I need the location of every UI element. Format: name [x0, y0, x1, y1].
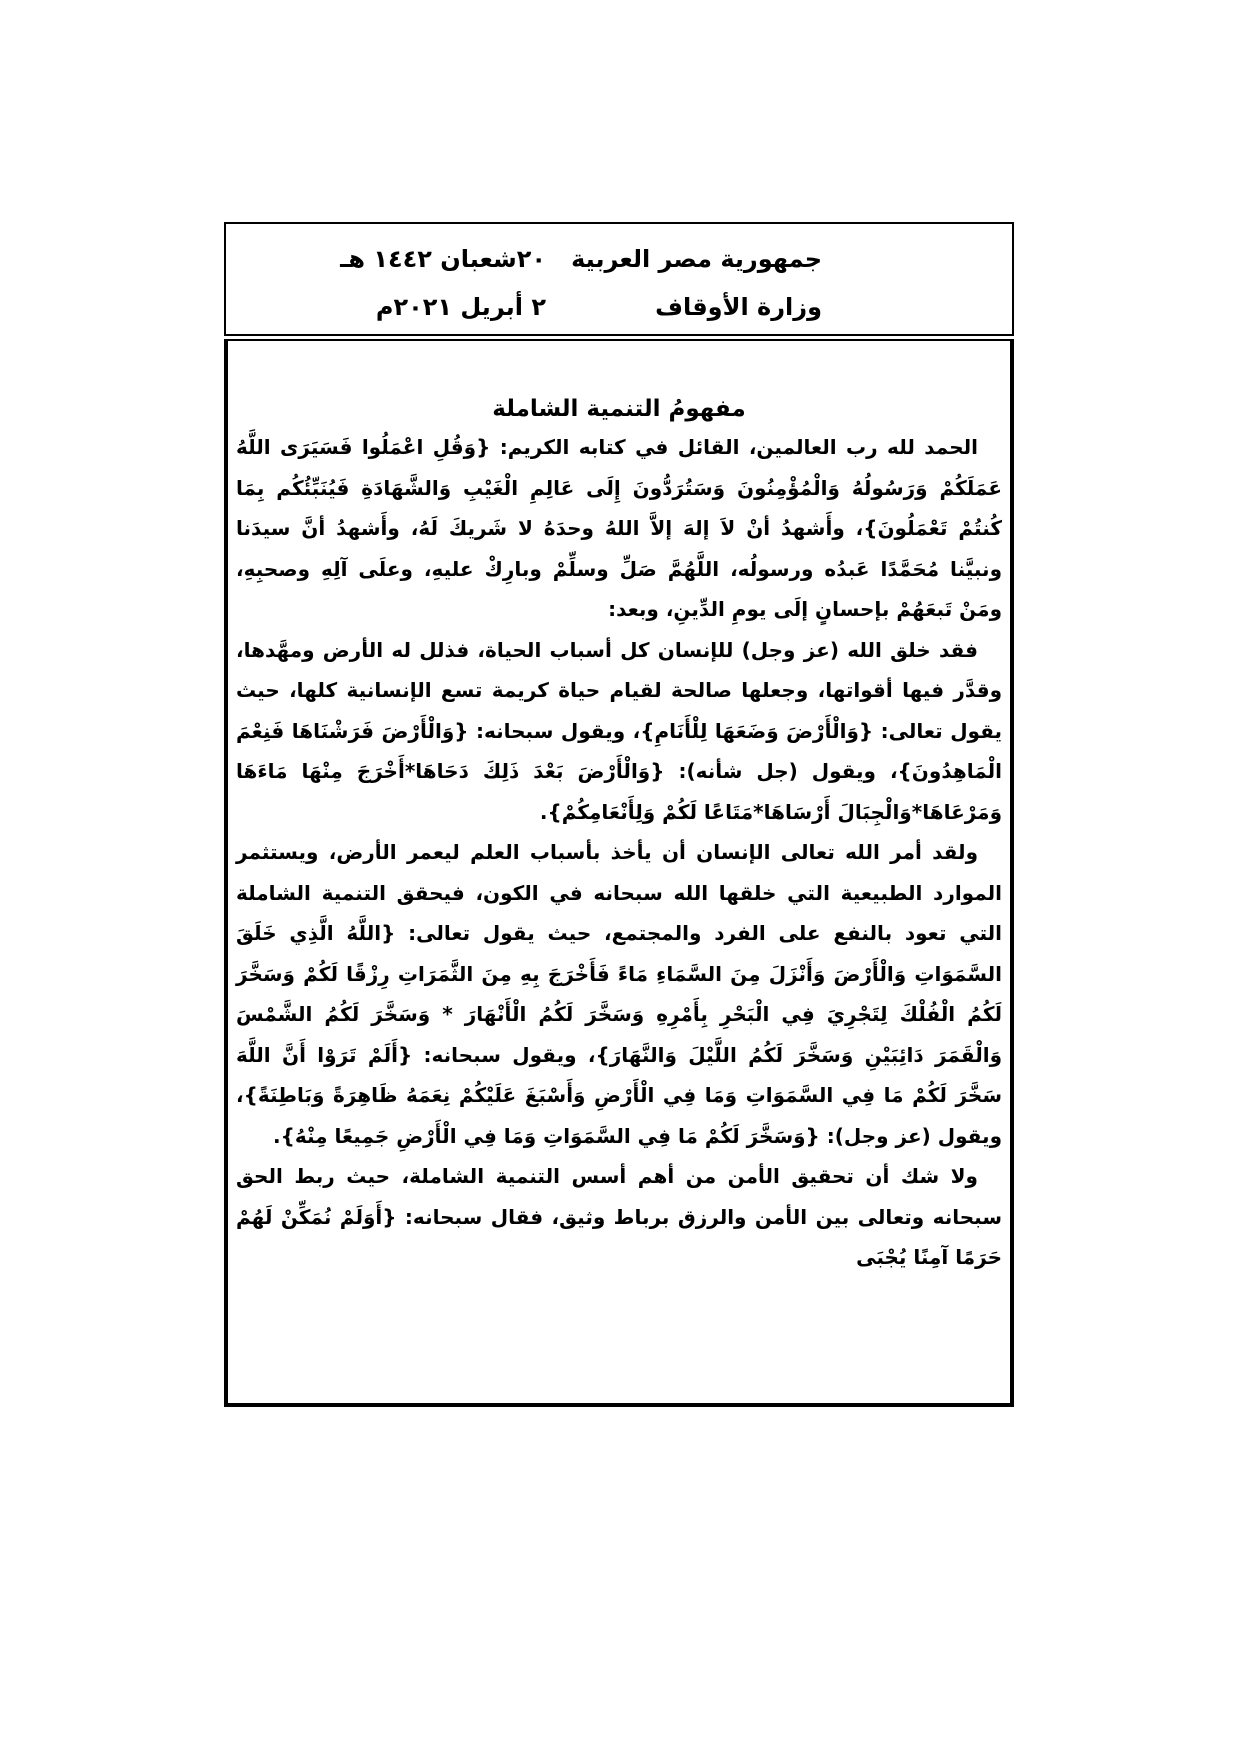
document-body — [224, 339, 1014, 1407]
article-title-text: مفهومُ التنمية الشاملة — [492, 396, 746, 422]
country-name: جمهورية مصر العربية — [571, 245, 822, 273]
ministry-name: وزارة الأوقاف — [655, 293, 822, 321]
hijri-date: ٢٠شعبان ١٤٤٢ هـ — [340, 245, 546, 273]
article-paragraph: ولقد أمر الله تعالى الإنسان أن يأخذ بأسباب العلم ليعمر الأرض، ويستثمر الموارد الطبيعية التي خلقها الله سبحانه في الكون، فيحقق التنمية الشاملة التي تعود بالنفع على الفرد والمجتمع، حيث يقول تعالى: {اللَّهُ الَّذِي خَلَقَ السَّمَوَاتِ وَالْأَرْضَ وَأَنْزَلَ مِنَ السَّمَاءِ مَاءً فَأَخْرَجَ بِهِ مِنَ الثَّمَرَاتِ رِزْقًا لَكُمْ وَسَخَّرَ لَكُمُ الْفُلْكَ لِتَجْرِيَ فِي الْبَحْرِ بِأَمْرِهِ وَسَخَّرَ لَكُمُ الْأَنْهَارَ * وَسَخَّرَ لَكُمُ الشَّمْسَ وَالْقَمَرَ دَائِبَيْنِ وَسَخَّرَ لَكُمُ اللَّيْلَ وَالنَّهَارَ}، ويقول سبحانه: {أَلَمْ تَرَوْا أَنَّ اللَّهَ سَخَّرَ لَكُمْ مَا فِي السَّمَوَاتِ وَمَا فِي الْأَرْضِ وَأَسْبَغَ عَلَيْكُمْ نِعَمَهُ ظَاهِرَةً وَبَاطِنَةً}، ويقول (عز وجل): {وَسَخَّرَ لَكُمْ مَا فِي السَّمَوَاتِ وَمَا فِي الْأَرْضِ جَمِيعًا مِنْهُ}. — [236, 840, 1002, 1148]
article-paragraph: فقد خلق الله (عز وجل) للإنسان كل أسباب الحياة، فذلل له الأرض ومهَّدها، وقدَّر فيها أقواتها، وجعلها صالحة لقيام حياة كريمة تسع الإنسانية كلها، حيث يقول تعالى: {وَالْأَرْضَ وَضَعَهَا لِلْأَنَامِ}، ويقول سبحانه: {وَالْأَرْضَ فَرَشْنَاهَا فَنِعْمَ الْمَاهِدُونَ}، ويقول (جل شأنه): {وَالْأَرْضَ بَعْدَ ذَلِكَ دَحَاهَا*أَخْرَجَ مِنْهَا مَاءَهَا وَمَرْعَاهَا*وَالْجِبَالَ أَرْسَاهَا*مَتَاعًا لَكُمْ وَلِأَنْعَامِكُمْ}. — [236, 637, 1002, 824]
article-title — [236, 391, 1002, 427]
article-content — [236, 391, 1002, 1278]
article-paragraph: الحمد لله رب العالمين، القائل في كتابه الكريم: {وَقُلِ اعْمَلُوا فَسَيَرَى اللَّهُ عَمَلَكُمْ وَرَسُولُهُ وَالْمُؤْمِنُونَ وَسَتُرَدُّونَ إِلَى عَالِمِ الْغَيْبِ وَالشَّهَادَةِ فَيُنَبِّئُكُم بِمَا كُنتُمْ تَعْمَلُونَ}، وأَشهدُ أنْ لاَ إلهَ إلاَّ اللهُ وحدَهُ لا شَريكَ لَهُ، وأَشهدُ أنَّ سيدَنا ونبيَّنا مُحَمَّدًا عَبدُه ورسولُه، اللَّهُمَّ صَلِّ وسلِّمْ وبارِكْ عليهِ، وعلَى آلِهِ وصحبِهِ، ومَنْ تَبعَهُمْ بإحسانٍ إلَى يومِ الدِّينِ، وبعد: — [236, 435, 1002, 621]
gregorian-date: ٢ أبريل ٢٠٢١م — [375, 293, 546, 321]
article-paragraph: ولا شك أن تحقيق الأمن من أهم أسس التنمية الشاملة، حيث ربط الحق سبحانه وتعالى بين الأمن والرزق برباط وثيق، فقال سبحانه: {أَوَلَمْ نُمَكِّنْ لَهُمْ حَرَمًا آمِنًا يُجْبَى — [236, 1164, 1002, 1269]
document-header — [224, 222, 1014, 336]
